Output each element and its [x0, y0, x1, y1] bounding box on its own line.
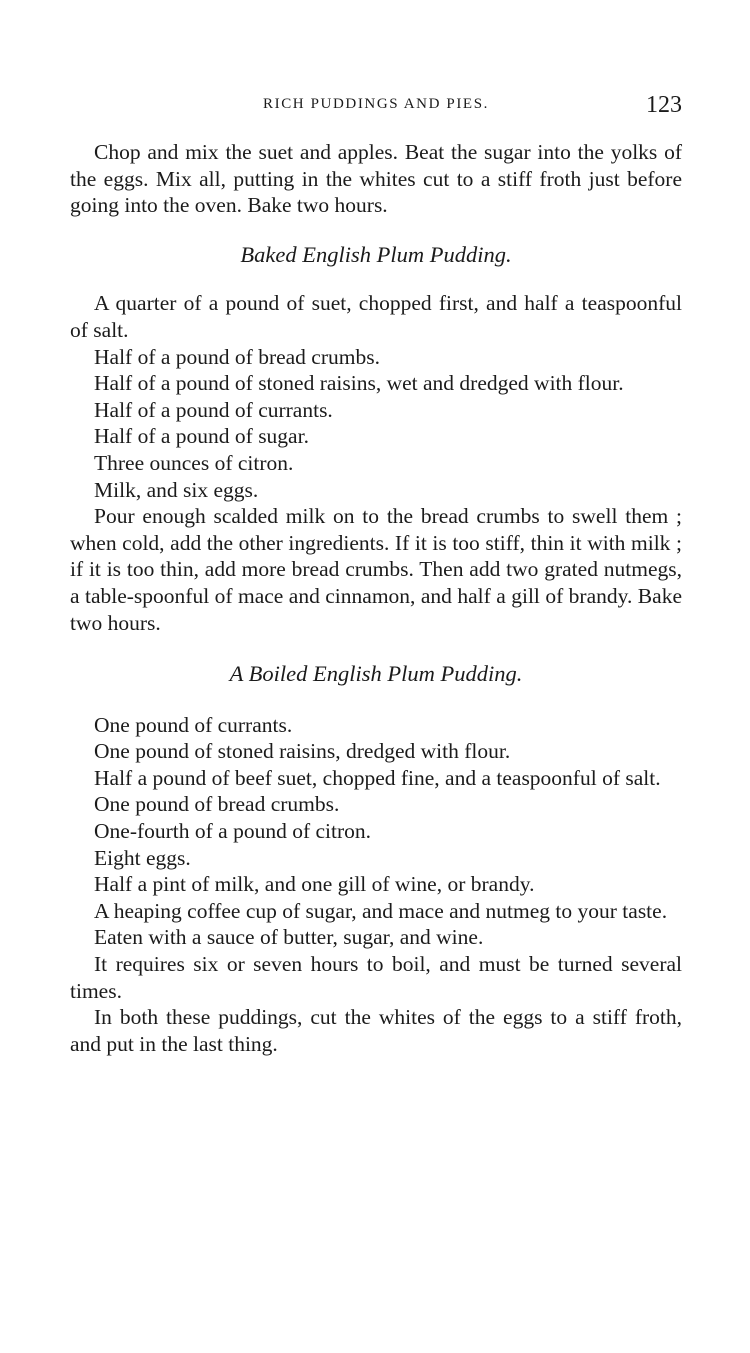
ingredient-line: Half a pound of beef suet, chopped fine, and a teaspoonful of salt.	[94, 765, 661, 790]
recipe-title-boiled-plum-pudding: A Boiled English Plum Pudding.	[229, 661, 523, 687]
recipe-baked-plum-pudding	[70, 290, 682, 636]
ingredient-line: Half of a pound of currants.	[94, 397, 333, 422]
instruction-paragraph: It requires six or seven hours to boil, and must be turned several times.	[70, 952, 682, 1003]
running-title: RICH PUDDINGS AND PIES.	[263, 96, 489, 112]
ingredient-line: Half of a pound of stoned raisins, wet and dredged with flour.	[94, 371, 624, 396]
ingredient-line: A quarter of a pound of suet, chopped first, and half a teaspoonful of salt.	[70, 291, 682, 342]
ingredient-line: One pound of bread crumbs.	[94, 792, 340, 817]
instruction-paragraph: Pour enough scalded milk on to the bread crumbs to swell them ; when cold, add the other ingredients. If it is too stiff, thin it with milk ; if it is too thin, add more bread crumbs. Then add two grated nutmegs, a table-spoonful of mace and cinnamon, and half a gill of brandy. Bake two hours.	[70, 504, 682, 635]
page-text	[70, 139, 682, 1057]
ingredient-line: Half of a pound of bread crumbs.	[94, 344, 380, 369]
instruction-paragraph: In both these puddings, cut the whites of the eggs to a stiff froth, and put in the last thing.	[70, 1005, 682, 1056]
running-head	[70, 92, 682, 122]
serving-note: Eaten with a sauce of butter, sugar, and wine.	[94, 925, 484, 950]
ingredient-line: A heaping coffee cup of sugar, and mace and nutmeg to your taste.	[94, 898, 668, 923]
ingredient-line: One pound of stoned raisins, dredged with flour.	[94, 739, 511, 764]
ingredient-line: Milk, and six eggs.	[94, 477, 259, 502]
ingredient-line: Half a pint of milk, and one gill of wine, or brandy.	[94, 872, 535, 897]
ingredient-line: Eight eggs.	[94, 845, 191, 870]
page-number: 123	[646, 92, 682, 118]
recipe-title-baked-plum-pudding: Baked English Plum Pudding.	[240, 241, 512, 267]
recipe-boiled-plum-pudding	[70, 712, 682, 1058]
ingredient-line: Half of a pound of sugar.	[94, 424, 309, 449]
ingredient-line: Three ounces of citron.	[94, 450, 294, 475]
ingredient-line: One pound of currants.	[94, 712, 293, 737]
ingredient-line: One-fourth of a pound of citron.	[94, 819, 372, 844]
intro-paragraph: Chop and mix the suet and apples. Beat the sugar into the yolks of the eggs. Mix all, putting in the whites cut to a stiff froth just before going into the oven. Bake two hours.	[70, 140, 682, 218]
